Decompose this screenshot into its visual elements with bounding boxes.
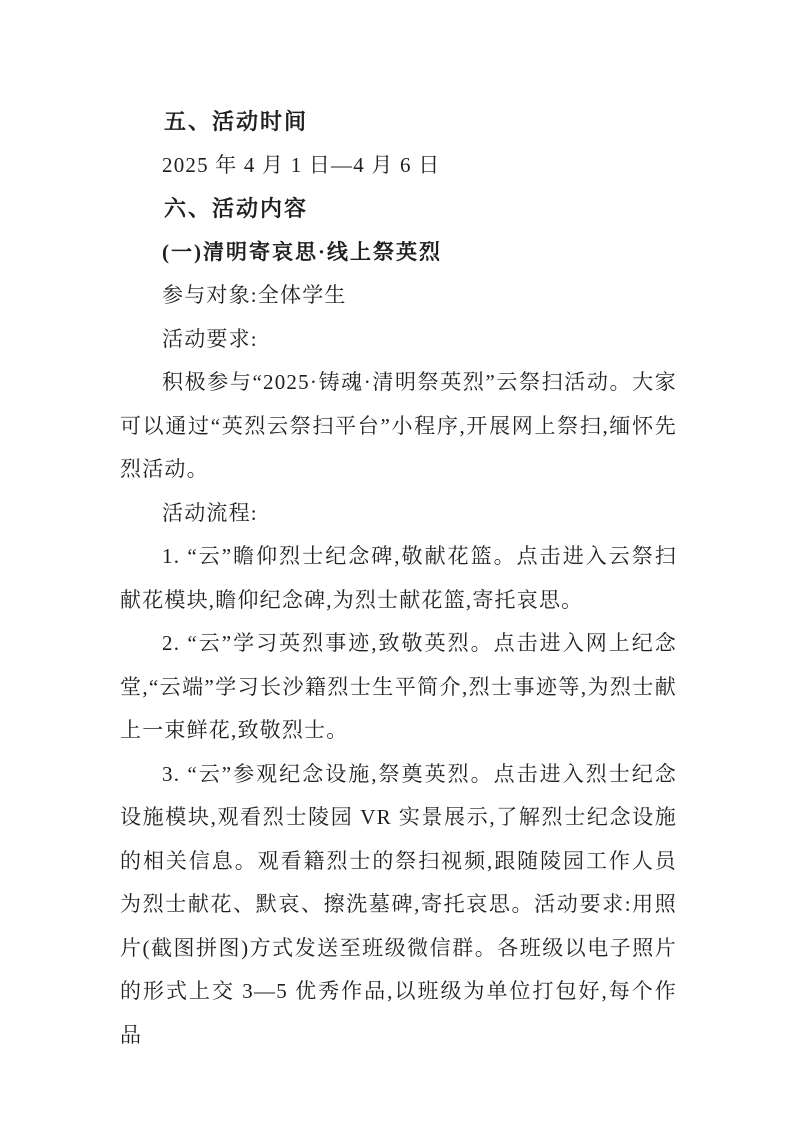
heading-activity-time: 五、活动时间 (164, 109, 309, 134)
paragraph-activity-intro: 积极参与“2025·铸魂·清明祭英烈”云祭扫活动。大家可以通过“英烈云祭扫平台”小程序,开展网上祭扫,缅怀先烈活动。 (120, 370, 677, 481)
paragraph-step-2: 2. “云”学习英烈事迹,致敬英烈。点击进入网上纪念堂,“云端”学习长沙籍烈士生平简介,烈士事迹等,为烈士献上一束鲜花,致敬烈士。 (120, 631, 677, 742)
paragraph-step-3: 3. “云”参观纪念设施,祭奠英烈。点击进入烈士纪念设施模块,观看烈士陵园 VR 实景展示,了解烈士纪念设施的相关信息。观看籍烈士的祭扫视频,跟随陵园工作人员为烈士献花、默哀、擦洗墓碑,寄托哀思。活动要求:用照片(截图拼图)方式发送至班级微信群。各班级以电子照片的形式上交 3—5 优秀作品,以班级为单位打包好,每个作品 (120, 761, 677, 1047)
activity-date-line: 2025 年 4 月 1 日—4 月 6 日 (162, 152, 441, 177)
heading-activity-content: 六、活动内容 (164, 196, 309, 221)
participants-line: 参与对象:全体学生 (162, 283, 347, 307)
requirements-label-line: 活动要求: (162, 326, 258, 351)
process-label-line: 活动流程: (162, 500, 258, 525)
subheading-online-memorial: (一)清明寄哀思·线上祭英烈 (162, 239, 442, 264)
paragraph-step-1: 1. “云”瞻仰烈士纪念碑,敬献花篮。点击进入云祭扫献花模块,瞻仰纪念碑,为烈士献花篮,寄托哀思。 (120, 544, 677, 612)
